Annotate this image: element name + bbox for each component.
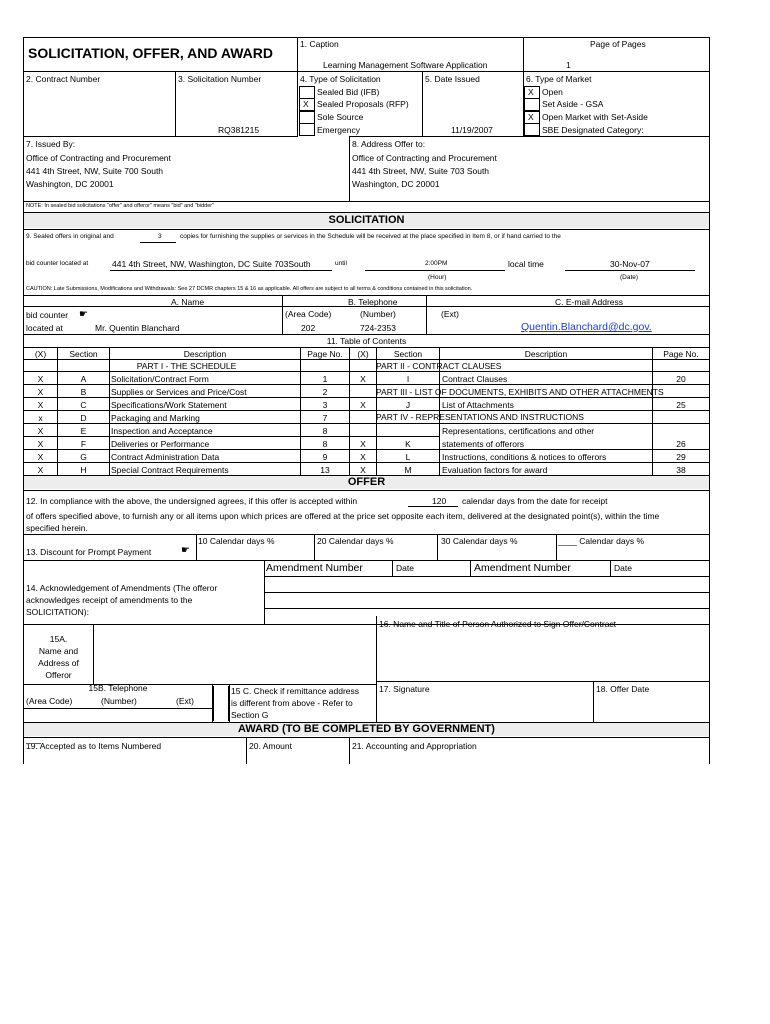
acceptance-days: 120 [432,496,447,506]
checkbox-mark: X [528,87,534,97]
toc-row-description: Inspection and Acceptance [111,426,213,436]
toc-col-section: Section [69,349,98,359]
type-option-label: Sole Source [317,112,364,122]
toc-row-section: F [80,439,87,449]
toc-row-description: List of Attachments [442,400,514,410]
toc-row-page: 8 [322,426,328,436]
contact-name: Mr. Quentin Blanchard [95,323,180,333]
page-value: 1 [566,60,571,70]
email-label: C. E-mail Address [555,297,624,307]
page-label: Page of Pages [590,39,646,49]
bid-counter-line1: bid counter [26,310,69,320]
toc-row-section: H [80,465,87,475]
toc-row-section: G [80,452,87,462]
item15c-line: is different from above - Refer to [231,698,353,708]
remittance-checkbox[interactable] [213,686,229,721]
local-time-label: local time [508,259,544,269]
amendment-date-header: Date [614,563,632,573]
solicitation-type-label: 4. Type of Solicitation [300,74,381,84]
address-offer-line: Office of Contracting and Procurement [352,153,497,163]
item19-strike-mark [26,743,41,744]
item15b-label: 15B. Telephone [88,683,148,693]
toc-row-x: X [360,452,366,462]
area-code-label: (Area Code) [26,696,73,706]
checkbox-emergency[interactable] [299,123,315,136]
checkbox-mark: X [528,112,534,122]
amendment-number-header: Amendment Number [474,562,571,574]
until-label: until [335,260,347,267]
item9-text: 9. Sealed offers in original and [26,233,114,240]
toc-row-page: 1 [322,374,328,384]
market-option-label: SBE Designated Category: [542,125,644,135]
hand-pointing-icon: ☛ [79,309,88,320]
toc-row-page: 2 [322,387,328,397]
ack-line: acknowledges receipt of amendments to the [26,595,193,605]
toc-row-description: statements of offerors [442,439,525,449]
offer-heading: OFFER [347,476,386,488]
toc-row-page: 29 [676,452,686,462]
toc-row-x: X [37,387,44,397]
toc-row-page: 7 [322,413,328,423]
item15a-line: 15A. [49,634,68,644]
item12-text-d: specified herein. [26,523,88,533]
copies-value: 3 [158,233,162,240]
ack-line: SOLICITATION): [26,607,89,617]
toc-part3: PART III - LIST OF DOCUMENTS, EXHIBITS AND OTHER ATTACHMENTS [376,387,664,397]
solicitation-number-value: RQ381215 [218,125,260,135]
bid-counter-label: bid counter located at [26,260,89,267]
sealed-bid-note: NOTE: In sealed bid solicitations "offer" and offeror" means "bid" and "bidder" [26,203,215,209]
toc-row-section: C [80,400,87,410]
toc-row-section: D [80,413,87,423]
item12-text-a: 12. In compliance with the above, the undersigned agrees, if this offer is accepted within [26,496,358,506]
solicitation-number-label: 3. Solicitation Number [178,74,262,84]
item12-text-b: calendar days from the date for receipt [462,496,608,506]
toc-row-description: Instructions, conditions & notices to offerors [442,452,607,462]
hour-label: (Hour) [428,274,447,281]
item15c-line: 15 C. Check if remittance address [231,686,360,696]
date-issued-value: 11/19/2007 [451,125,493,135]
toc-row-page: 13 [320,465,330,475]
item19-label: 19. Accepted as to Items Numbered [26,741,162,751]
toc-row-x: X [37,374,44,384]
item9-rest: copies for furnishing the supplies or services in the Schedule will be received at the place specified in Item 8, or if hand carried to the [180,233,561,240]
toc-row-x: X [37,439,44,449]
toc-row-page: 25 [676,400,686,410]
toc-row-description: Deliveries or Performance [111,439,210,449]
toc-row-x: X [37,426,44,436]
bid-counter-line2: located at [26,323,63,333]
issued-by-label: 7. Issued By: [26,139,76,149]
toc-row-x: X [37,465,44,475]
type-option-label: Sealed Proposals (RFP) [317,99,409,109]
toc-row-description: Specifications/Work Statement [111,400,227,410]
checkbox-mark: X [303,99,309,109]
toc-col-description: Description [524,349,568,359]
due-date-value: 30-Nov-07 [610,259,650,269]
discount-label: 13. Discount for Prompt Payment [26,547,152,557]
toc-col-page: Page No. [663,349,699,359]
discount-30-days: 30 Calendar days % [441,536,518,546]
solicitation-heading: SOLICITATION [328,214,405,226]
toc-row-x: x [38,413,43,423]
toc-row-page: 8 [322,439,328,449]
toc-col-x: (X) [357,349,369,359]
item16-label: 16. Name and Title of Person Authorized to Sign Offer/Contract [379,619,617,629]
contract-number-label: 2. Contract Number [26,74,101,84]
toc-row-x: X [360,400,366,410]
toc-row-section: M [404,465,412,475]
toc-row-description: Solicitation/Contract Form [111,374,209,384]
toc-row-description: Special Contract Requirements [111,465,229,475]
toc-row-x: X [360,439,366,449]
caution-text: CAUTION: Late Submissions, Modifications and Withdrawals: See 27 DCMR chapters 15 & 16 as applicable. All offers are subject to all terms & conditions contained in this solicitation. [26,286,473,292]
toc-row-x: X [37,452,44,462]
toc-row-section: A [80,374,87,384]
copies-underline [140,242,176,243]
date-issued-label: 5. Date Issued [425,74,480,84]
market-type-label: 6. Type of Market [526,74,592,84]
toc-row-description: Contract Administration Data [111,452,220,462]
market-option-label: Set Aside - GSA [542,99,604,109]
toc-row-section: K [405,439,411,449]
toc-row-page: 38 [676,465,686,475]
address-offer-label: 8. Address Offer to: [352,139,426,149]
checkbox-sbe[interactable] [524,123,540,136]
issued-by-line: Office of Contracting and Procurement [26,153,171,163]
amendment-number-header: Amendment Number [266,562,363,574]
toc-col-section: Section [393,349,423,359]
date-caption: (Date) [620,274,639,281]
item17-label: 17. Signature [379,684,430,694]
address-offer-line: Washington, DC 20001 [352,179,440,189]
market-option-label: Open Market with Set-Aside [542,112,648,122]
number-label: (Number) [101,696,137,706]
amendment-date-header: Date [396,563,414,573]
toc-part1: PART I - THE SCHEDULE [136,361,237,371]
toc-row-description: Contract Clauses [442,374,508,384]
caption-value: Learning Management Software Application [323,60,488,70]
toc-part4: PART IV - REPRESENTATIONS AND INSTRUCTIONS [376,412,584,422]
hand-pointing-icon: ☛ [181,545,190,556]
toc-row-section: J [405,400,411,410]
toc-row-x: X [360,374,366,384]
toc-row-description: Packaging and Marking [111,413,200,423]
telephone-label: B. Telephone [348,297,398,307]
toc-row-section: E [80,426,87,436]
toc-row-x: X [360,465,366,475]
toc-col-x: (X) [34,349,47,359]
item15c-line: Section G [231,710,269,720]
toc-col-description: Description [183,349,227,359]
ext-label: (Ext) [176,696,194,706]
toc-row-description: Representations, certifications and other [442,426,595,436]
caption-label: 1. Caption [300,39,339,49]
toc-row-section: L [405,452,411,462]
toc-row-section: B [80,387,87,397]
ack-line: 14. Acknowledgement of Amendments (The offeror [26,583,218,593]
item15a-line: Name and [38,646,79,656]
toc-row-page: 26 [676,439,686,449]
toc-row-description: Supplies or Services and Price/Cost [111,387,247,397]
type-option-label: Emergency [317,125,360,135]
item20-label: 20. Amount [249,741,293,751]
issued-by-line: Washington, DC 20001 [26,179,114,189]
toc-heading: 11. Table of Contents [326,336,407,346]
discount-other-days: ____ Calendar days % [558,536,645,546]
type-option-label: Sealed Bid (IFB) [317,87,380,97]
checkbox-set-aside-gsa[interactable] [524,98,540,111]
discount-10-days: 10 Calendar days % [198,536,275,546]
bid-counter-address: 441 4th Street, NW, Washington, DC Suite 703South [112,259,311,269]
time-value: 2:00PM [425,260,448,267]
toc-row-x: X [37,400,44,410]
area-code-label: (Area Code) [285,309,332,319]
discount-20-days: 20 Calendar days % [317,536,394,546]
address-offer-line: 441 4th Street, NW, Suite 703 South [352,166,490,176]
item12-text-c: of offers specified above, to furnish any or all items upon which prices are offered at the price set opposite each item, delivered at the designated point(s), within the time [26,511,660,521]
toc-row-page: 20 [676,374,686,384]
toc-col-page: Page No. [307,349,343,359]
issued-by-line: 441 4th Street, NW, Suite 700 South [26,166,164,176]
item15a-line: Address of [38,658,79,668]
toc-row-description: Evaluation factors for award [442,465,548,475]
award-heading: AWARD (TO BE COMPLETED BY GOVERNMENT) [238,723,495,735]
market-option-label: Open [542,87,563,97]
area-code-value: 202 [301,323,316,333]
toc-row-section: I [406,374,410,384]
number-label: (Number) [360,309,396,319]
toc-part2: PART II - CONTRACT CLAUSES [376,361,502,371]
toc-row-page: 9 [322,452,328,462]
toc-row-page: 3 [322,400,328,410]
item18-label: 18. Offer Date [596,684,650,694]
item15a-line: Offeror [45,670,72,680]
ext-label: (Ext) [441,309,459,319]
phone-number-value: 724-2353 [360,323,396,333]
contact-name-label: A. Name [171,297,205,307]
item21-label: 21. Accounting and Appropriation [352,741,477,751]
form-title: SOLICITATION, OFFER, AND AWARD [28,45,273,61]
contact-email-link[interactable]: Quentin.Blanchard@dc.gov. [521,321,652,333]
